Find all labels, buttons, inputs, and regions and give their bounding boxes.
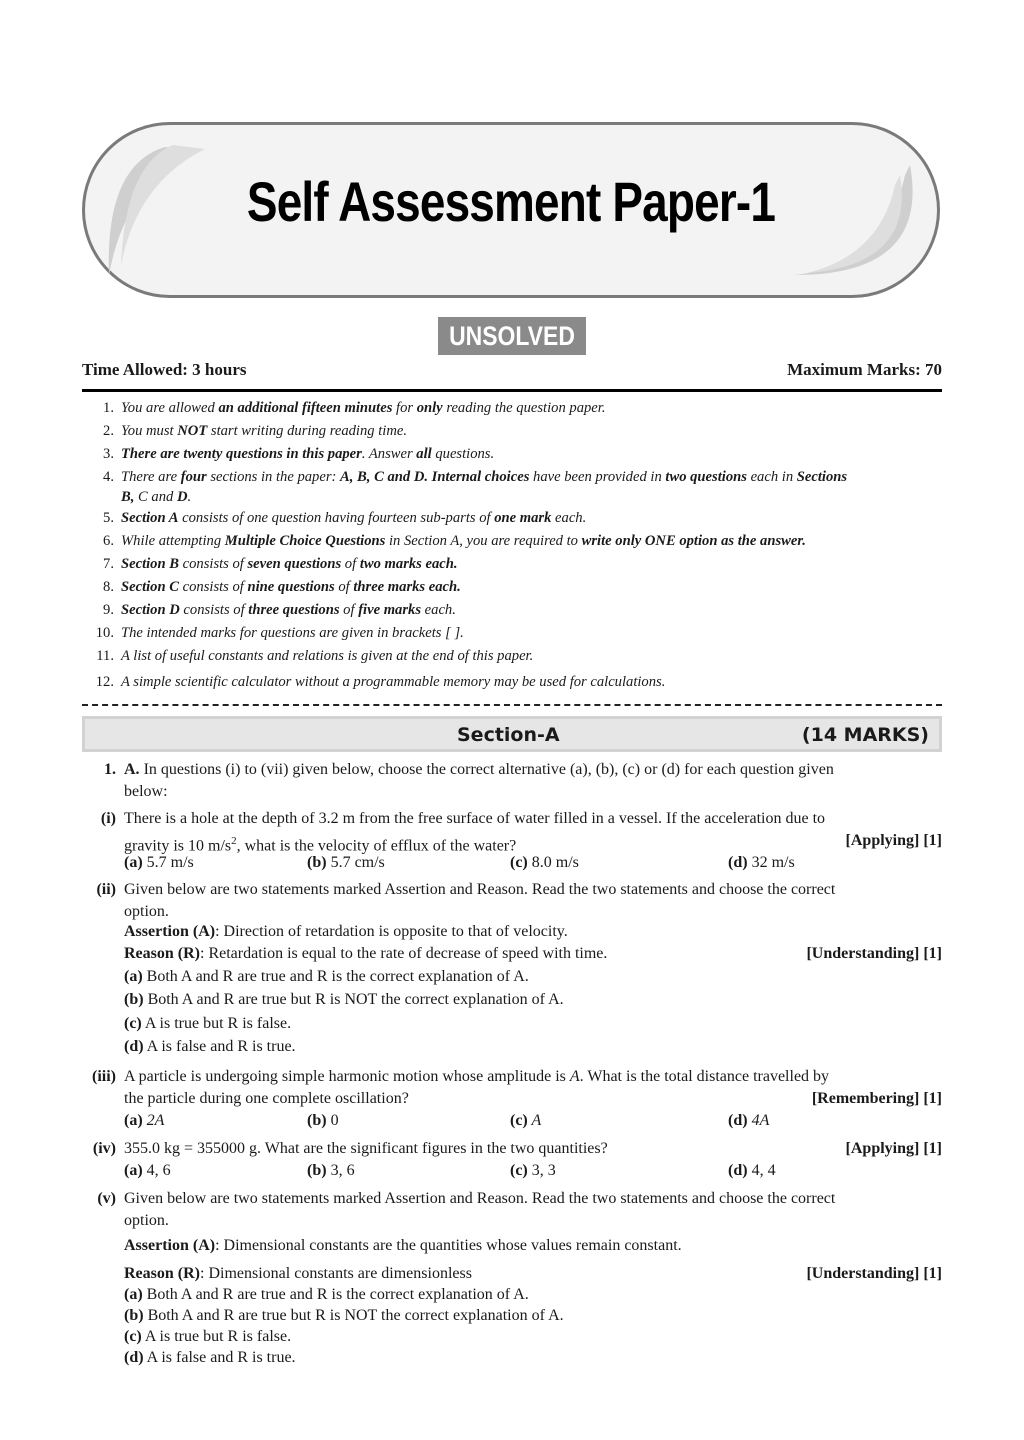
intro-text: In questions (i) to (vii) given below, choose the correct alternative (a), (b), (c) or (d) for each question given <box>139 761 834 778</box>
header-divider <box>82 389 942 392</box>
question-part-label: A. <box>124 761 140 778</box>
intro-line-1 <box>124 759 942 781</box>
superscript: 2 <box>231 835 237 847</box>
instruction-number: 9. <box>103 602 114 618</box>
instruction-number: 8. <box>103 579 114 595</box>
instruction-number: 11. <box>96 648 114 664</box>
options-row <box>124 1160 944 1182</box>
question-ii <box>82 879 942 1059</box>
question-tag: [Applying] [1] <box>845 1140 942 1157</box>
question-number: (v) <box>97 1190 116 1207</box>
instruction-number: 6. <box>103 533 114 549</box>
question-tag: [Understanding] [1] <box>806 945 942 962</box>
intro-line-2: below: <box>124 783 168 800</box>
question-i <box>82 808 942 874</box>
assertion: Assertion (A): Dimensional constants are the quantities whose values remain constant. <box>124 1237 682 1254</box>
question-text-line-1: 355.0 kg = 355000 g. What are the significant figures in the two quantities? <box>124 1140 608 1157</box>
assertion: Assertion (A): Direction of retardation is opposite to that of velocity. <box>124 923 568 940</box>
question-number: (iv) <box>92 1140 116 1157</box>
time-allowed: Time Allowed: 3 hours <box>82 360 247 379</box>
instruction-text: There are twenty questions in this paper. Answer all questions. <box>121 446 495 462</box>
question-number: (iii) <box>92 1068 116 1085</box>
paper-meta <box>82 360 942 384</box>
question-iii <box>82 1066 942 1132</box>
question-number: (i) <box>100 810 116 827</box>
instruction-number: 5. <box>103 510 114 526</box>
option-d[interactable]: (d) 4A <box>728 1112 770 1129</box>
reason: Reason (R): Retardation is equal to the rate of decrease of speed with time. <box>124 945 608 962</box>
instruction-text: B, C and D. <box>121 489 192 505</box>
dashed-divider <box>82 704 942 706</box>
options-row <box>124 852 944 874</box>
instruction-text: While attempting Multiple Choice Questions in Section A, you are required to write only ONE option as the answer. <box>121 533 806 549</box>
option-c[interactable]: (c) A <box>510 1112 542 1129</box>
question-text-line-1: There is a hole at the depth of 3.2 m from the free surface of water filled in a vessel. If the acceleration due to <box>124 810 826 827</box>
question-iv <box>82 1138 942 1182</box>
section-title: Section-A <box>457 724 560 746</box>
option-a[interactable]: (a) 4, 6 <box>124 1162 171 1179</box>
option-d[interactable]: (d) 32 m/s <box>728 854 795 871</box>
paper-title: Self Assessment Paper-1 <box>246 170 776 233</box>
option-c[interactable]: (c) 8.0 m/s <box>510 854 579 871</box>
unsolved-badge <box>438 317 586 355</box>
instruction-text: Section D consists of three questions of five marks each. <box>121 602 456 618</box>
options-row <box>124 1110 944 1132</box>
title-banner <box>82 122 940 298</box>
question-number: (ii) <box>96 881 116 898</box>
instruction-text: You must NOT start writing during reading time. <box>121 423 407 439</box>
option-a[interactable]: (a) Both A and R are true and R is the correct explanation of A. <box>124 968 529 985</box>
unsolved-badge-label: UNSOLVED <box>449 321 575 351</box>
option-a[interactable]: (a) 2A <box>124 1112 165 1129</box>
option-b[interactable]: (b) 5.7 cm/s <box>307 854 385 871</box>
instruction-number: 2. <box>103 423 114 439</box>
instruction-text: Section C consists of nine questions of three marks each. <box>121 579 461 595</box>
option-d[interactable]: (d) A is false and R is true. <box>124 1349 296 1366</box>
option-b[interactable]: (b) 0 <box>307 1112 339 1129</box>
instruction-text: You are allowed an additional fifteen minutes for only reading the question paper. <box>121 400 606 416</box>
option-c[interactable]: (c) A is true but R is false. <box>124 1328 292 1345</box>
instruction-text: Section B consists of seven questions of two marks each. <box>121 556 458 572</box>
section-a-header <box>82 716 942 752</box>
question-text-line-2: the particle during one complete oscillation? <box>124 1090 409 1107</box>
question-tag: [Remembering] [1] <box>811 1090 942 1107</box>
question-text-line-2: gravity is 10 $m/s^2$, what is the velocity of efflux of the water? <box>124 835 517 855</box>
instruction-number: 7. <box>103 556 114 572</box>
option-b[interactable]: (b) 3, 6 <box>307 1162 355 1179</box>
reason: Reason (R): Dimensional constants are dimensionless <box>124 1265 472 1282</box>
question-1-intro <box>96 759 942 803</box>
instruction-number: 3. <box>103 446 114 462</box>
maximum-marks: Maximum Marks: 70 <box>787 360 942 379</box>
instruction-text: A simple scientific calculator without a programmable memory may be used for calculations. <box>121 674 666 690</box>
question-text-line-1: A particle is undergoing simple harmonic motion whose amplitude is A. What is the total distance travelled by <box>124 1068 830 1085</box>
option-c[interactable]: (c) 3, 3 <box>510 1162 556 1179</box>
instruction-number: 12. <box>95 674 114 690</box>
option-b[interactable]: (b) Both A and R are true but R is NOT the correct explanation of A. <box>124 1307 564 1324</box>
option-a[interactable]: (a) Both A and R are true and R is the correct explanation of A. <box>124 1286 529 1303</box>
instruction-text: There are four sections in the paper: A, B, C and D. Internal choices have been provided in two questions each in Sections <box>121 469 848 485</box>
option-a[interactable]: (a) 5.7 m/s <box>124 854 194 871</box>
option-d[interactable]: (d) 4, 4 <box>728 1162 776 1179</box>
question-text-line-2: option. <box>124 1212 169 1229</box>
instruction-number: 4. <box>103 469 114 485</box>
option-d[interactable]: (d) A is false and R is true. <box>124 1038 296 1055</box>
question-text-line-1: Given below are two statements marked Assertion and Reason. Read the two statements and choose the correct <box>124 1190 836 1207</box>
instruction-number: 1. <box>103 400 114 416</box>
question-tag: [Applying] [1] <box>845 832 942 849</box>
option-b[interactable]: (b) Both A and R are true but R is NOT the correct explanation of A. <box>124 991 564 1008</box>
question-v <box>82 1188 942 1373</box>
question-tag: [Understanding] [1] <box>806 1265 942 1282</box>
instruction-text: Section A consists of one question having fourteen sub-parts of one mark each. <box>121 510 587 526</box>
option-c[interactable]: (c) A is true but R is false. <box>124 1015 292 1032</box>
question-number: 1. <box>104 761 116 778</box>
question-text-line-2: option. <box>124 903 169 920</box>
question-text-line-1: Given below are two statements marked Assertion and Reason. Read the two statements and choose the correct <box>124 881 836 898</box>
section-marks: (14 MARKS) <box>801 724 929 746</box>
instruction-text: The intended marks for questions are given in brackets [ ]. <box>121 625 464 641</box>
instruction-text: A list of useful constants and relations is given at the end of this paper. <box>121 648 534 664</box>
instruction-number: 10. <box>95 625 114 641</box>
